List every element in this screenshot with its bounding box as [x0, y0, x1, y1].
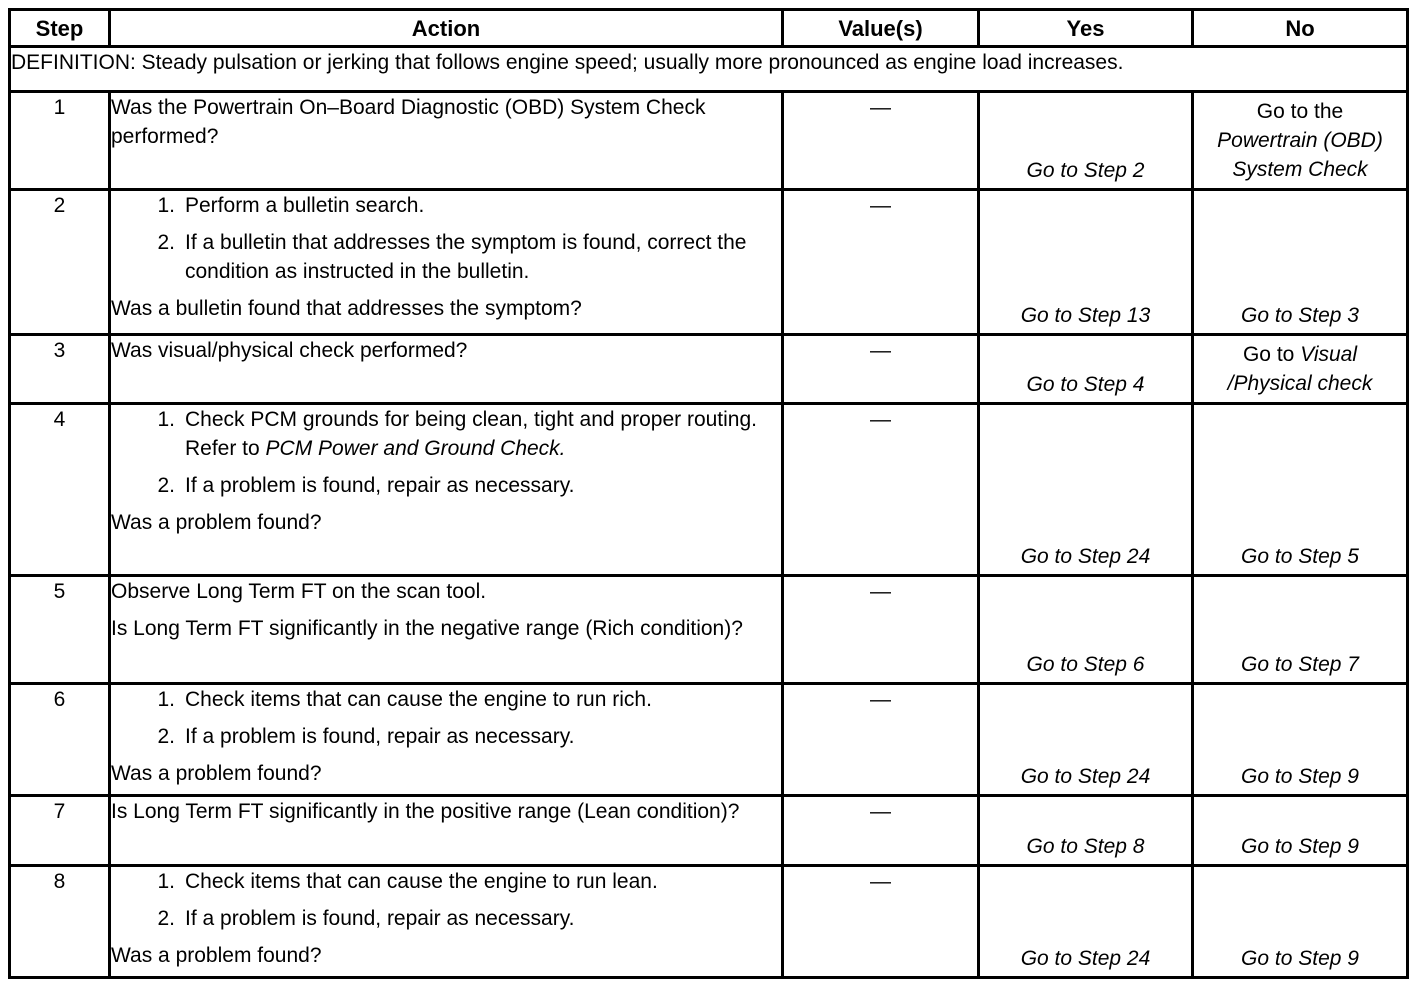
header-action: Action	[110, 10, 783, 47]
value-cell: —	[783, 92, 979, 190]
no-link[interactable]: Go to Step 9	[1241, 835, 1359, 858]
header-row	[10, 10, 1408, 47]
list-number: 1.	[157, 688, 175, 711]
yes-cell	[979, 92, 1193, 190]
no-cell	[1193, 796, 1408, 866]
yes-link[interactable]: Go to Step 2	[1026, 159, 1145, 182]
no-line: Go to the	[1256, 100, 1344, 123]
no-italic: Visual	[1300, 343, 1358, 366]
list-text: Check items that can cause the engine to run lean.	[185, 870, 658, 893]
question-text: Was a problem found?	[111, 944, 322, 967]
reference-link[interactable]: PCM Power and Ground Check.	[265, 437, 566, 460]
step-number: 1	[10, 92, 110, 190]
yes-link[interactable]: Go to Step 6	[1026, 653, 1145, 676]
step-number: 5	[10, 576, 110, 684]
action-text: Was visual/physical check performed?	[110, 335, 783, 404]
no-italic: /Physical check	[1227, 372, 1373, 395]
list-number: 1.	[157, 870, 175, 893]
list-text: Perform a bulletin search.	[185, 194, 425, 217]
value-cell: —	[783, 866, 979, 978]
question-text: Was a problem found?	[111, 762, 322, 785]
action-cell	[110, 684, 783, 796]
yes-cell	[979, 404, 1193, 576]
list-number: 1.	[157, 408, 175, 431]
table-row	[10, 92, 1408, 190]
no-link[interactable]	[1194, 97, 1406, 184]
table-row	[10, 190, 1408, 335]
no-link[interactable]: Go to Step 7	[1241, 653, 1359, 676]
list-text: If a bulletin that addresses the symptom is found, correct the condition as instructed in the bulletin.	[185, 231, 747, 283]
list-text-plain: Check PCM grounds for being clean, tight and proper routing. Refer to	[185, 408, 757, 460]
header-no: No	[1193, 10, 1408, 47]
yes-link[interactable]: Go to Step 24	[1020, 545, 1151, 568]
yes-cell	[979, 190, 1193, 335]
yes-link[interactable]: Go to Step 4	[1026, 373, 1145, 396]
header-values: Value(s)	[783, 10, 979, 47]
list-text: If a problem is found, repair as necessary.	[185, 725, 575, 748]
table-row	[10, 576, 1408, 684]
no-cell	[1193, 404, 1408, 576]
yes-link[interactable]: Go to Step 8	[1026, 835, 1145, 858]
list-item	[111, 685, 781, 714]
definition-row	[10, 47, 1408, 92]
action-cell	[110, 404, 783, 576]
list-item	[111, 904, 781, 933]
list-item	[111, 471, 781, 500]
table-row	[10, 866, 1408, 978]
yes-cell	[979, 796, 1193, 866]
list-text: If a problem is found, repair as necessary.	[185, 907, 575, 930]
value-cell: —	[783, 404, 979, 576]
step-number: 7	[10, 796, 110, 866]
yes-cell	[979, 684, 1193, 796]
action-cell	[110, 576, 783, 684]
step-number: 3	[10, 335, 110, 404]
yes-cell	[979, 335, 1193, 404]
header-yes: Yes	[979, 10, 1193, 47]
list-text: Check items that can cause the engine to run rich.	[185, 688, 652, 711]
list-item	[111, 722, 781, 751]
value-cell: —	[783, 576, 979, 684]
table-row	[10, 684, 1408, 796]
list-number: 2.	[157, 474, 175, 497]
table-row	[10, 404, 1408, 576]
no-cell	[1193, 92, 1408, 190]
no-cell	[1193, 576, 1408, 684]
value-cell: —	[783, 335, 979, 404]
no-link[interactable]: Go to Step 9	[1241, 947, 1359, 970]
list-item	[111, 867, 781, 896]
yes-link[interactable]: Go to Step 24	[1020, 947, 1151, 970]
yes-cell	[979, 866, 1193, 978]
definition-text: DEFINITION: Steady pulsation or jerking that follows engine speed; usually more pronounced as engine load increases.	[10, 47, 1408, 92]
no-link[interactable]: Go to Step 5	[1241, 545, 1359, 568]
no-link[interactable]: Go to Step 3	[1241, 304, 1359, 327]
list-item	[111, 228, 781, 286]
no-prefix: Go to	[1242, 343, 1295, 366]
value-cell: —	[783, 684, 979, 796]
question-text: Is Long Term FT significantly in the negative range (Rich condition)?	[111, 617, 743, 640]
question-text: Was a problem found?	[111, 511, 322, 534]
value-cell: —	[783, 796, 979, 866]
action-text: Was the Powertrain On–Board Diagnostic (OBD) System Check performed?	[110, 92, 783, 190]
list-number: 1.	[157, 194, 175, 217]
list-text: If a problem is found, repair as necessary.	[185, 474, 575, 497]
action-cell	[110, 190, 783, 335]
step-number: 4	[10, 404, 110, 576]
action-cell	[110, 866, 783, 978]
no-cell	[1193, 335, 1408, 404]
yes-link[interactable]: Go to Step 24	[1020, 765, 1151, 788]
no-link[interactable]: Go to Step 9	[1241, 765, 1359, 788]
action-text: Is Long Term FT significantly in the positive range (Lean condition)?	[110, 796, 783, 866]
list-item	[111, 191, 781, 220]
question-text: Was a bulletin found that addresses the symptom?	[111, 297, 582, 320]
yes-cell	[979, 576, 1193, 684]
no-line: System Check	[1232, 158, 1368, 181]
table-row	[10, 796, 1408, 866]
step-number: 8	[10, 866, 110, 978]
list-number: 2.	[157, 907, 175, 930]
no-cell	[1193, 190, 1408, 335]
diagnostic-table	[8, 8, 1409, 979]
action-line: Observe Long Term FT on the scan tool.	[111, 580, 487, 603]
step-number: 6	[10, 684, 110, 796]
list-number: 2.	[157, 231, 175, 254]
table-row	[10, 335, 1408, 404]
header-step: Step	[10, 10, 110, 47]
list-item	[111, 405, 781, 463]
no-cell	[1193, 684, 1408, 796]
value-cell: —	[783, 190, 979, 335]
no-line: Powertrain (OBD)	[1217, 129, 1383, 152]
list-number: 2.	[157, 725, 175, 748]
list-text	[185, 405, 781, 463]
no-cell	[1193, 866, 1408, 978]
no-link[interactable]	[1194, 340, 1406, 398]
step-number: 2	[10, 190, 110, 335]
yes-link[interactable]: Go to Step 13	[1020, 304, 1151, 327]
